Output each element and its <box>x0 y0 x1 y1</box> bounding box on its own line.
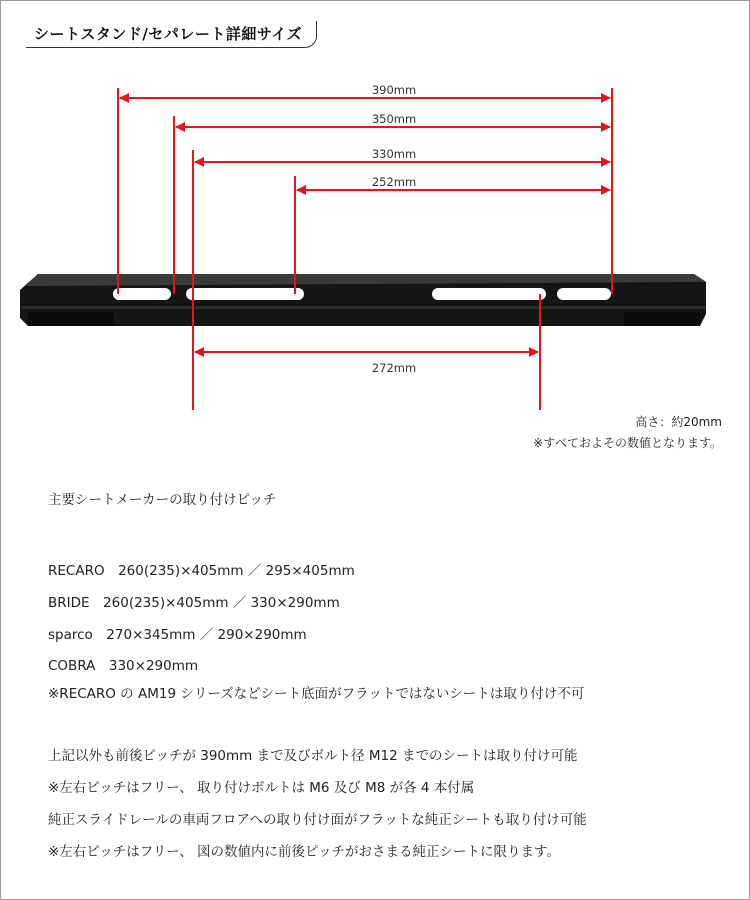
bracket-foot-right <box>624 312 700 326</box>
bracket-edge <box>22 306 706 309</box>
mount-slot-2 <box>186 288 304 300</box>
page-title: シートスタンド/セパレート詳細サイズ <box>34 25 303 43</box>
dim-label-252: 252mm <box>371 175 417 189</box>
compat-paragraph-1: 上記以外も前後ピッチが 390mm まで及びボルト径 M12 までのシートは取り付け可能 <box>48 748 578 764</box>
section-heading: 主要シートメーカーの取り付けピッチ <box>48 492 277 508</box>
compat-paragraph-2: ※左右ピッチはフリー、 取り付けボルトは M6 及び M8 が各 4 本付属 <box>48 780 475 796</box>
mount-slot-4 <box>557 288 611 300</box>
dim-label-330: 330mm <box>371 147 417 161</box>
compat-paragraph-3: 純正スライドレールの車両フロアへの取り付け面がフラットな純正シートも取り付け可能 <box>48 812 587 828</box>
mount-slot-1 <box>113 288 171 300</box>
mount-slot-3 <box>432 288 546 300</box>
bracket-foot-left <box>28 312 114 326</box>
maker-recaro: RECARO 260(235)×405mm ／ 295×405mm <box>48 563 355 579</box>
recaro-note: ※RECARO の AM19 シリーズなどシート底面がフラットではないシートは取り付け不可 <box>48 686 585 702</box>
dim-label-390: 390mm <box>371 83 417 97</box>
maker-sparco: sparco 270×345mm ／ 290×290mm <box>48 627 307 643</box>
approx-note: ※すべておよその数値となります。 <box>533 436 722 450</box>
extension-lines <box>118 88 612 410</box>
dim-label-272: 272mm <box>371 361 417 375</box>
height-note: 高さ：約20mm <box>635 415 722 429</box>
compat-paragraph-4: ※左右ピッチはフリー、 図の数値内に前後ピッチがおさまる純正シートに限ります。 <box>48 844 560 860</box>
seat-stand-diagram <box>0 60 750 420</box>
maker-bride: BRIDE 260(235)×405mm ／ 330×290mm <box>48 595 340 611</box>
maker-cobra: COBRA 330×290mm <box>48 658 199 674</box>
size-notes <box>533 412 722 454</box>
dim-label-350: 350mm <box>371 112 417 126</box>
